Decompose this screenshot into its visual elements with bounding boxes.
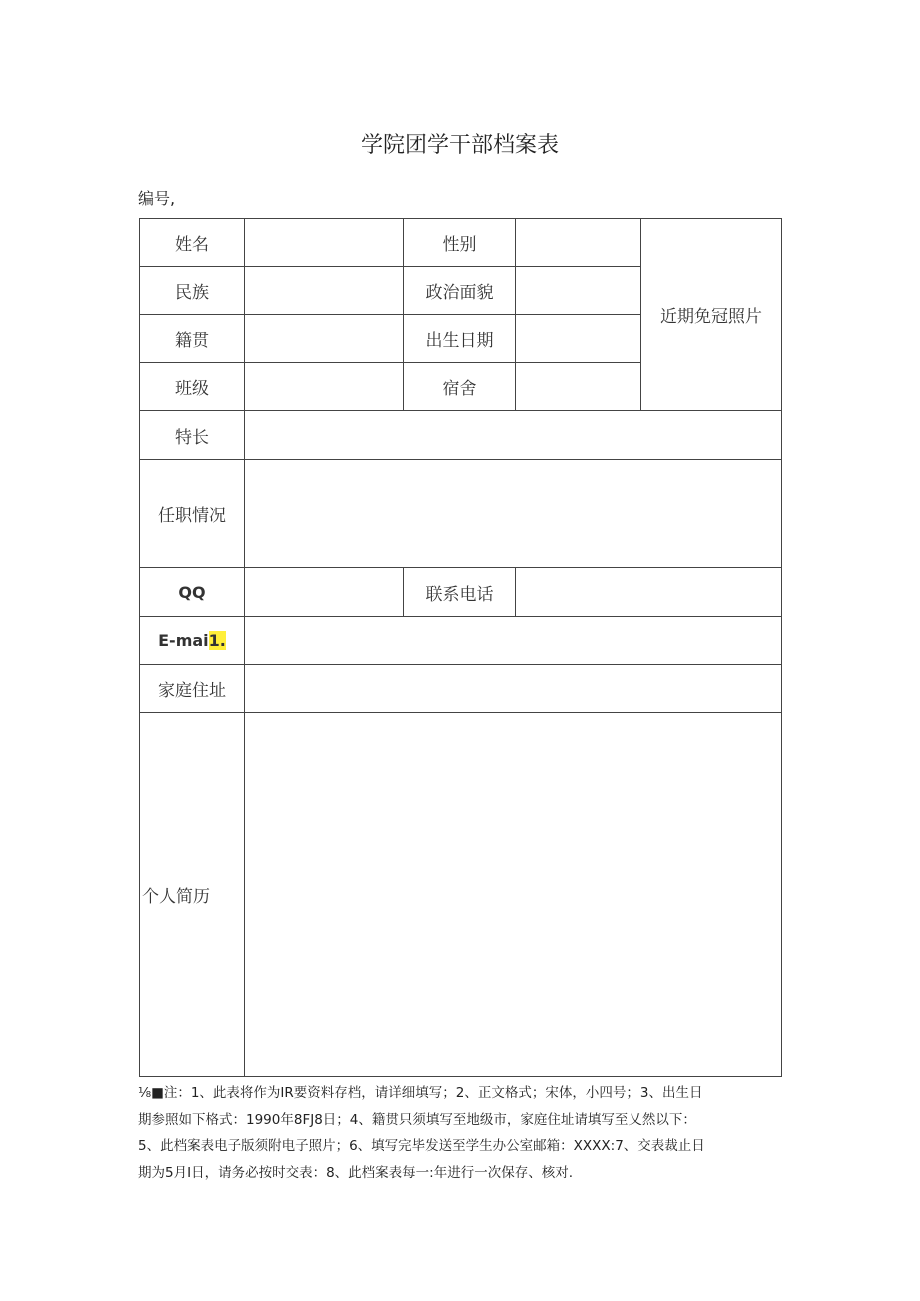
birth-date-label: 出生日期 bbox=[404, 315, 516, 363]
dorm-field[interactable] bbox=[516, 363, 641, 411]
positions-field[interactable] bbox=[245, 460, 782, 568]
email-label-highlight: 1. bbox=[208, 631, 226, 650]
profile-form-table bbox=[139, 218, 782, 1077]
notes-line-3: 5、此档案表电子版须附电子照片；6、填写完毕发送至学生办公室邮箱：XXXX:7、交表裁止日 bbox=[138, 1138, 705, 1154]
specialty-field[interactable] bbox=[245, 411, 782, 460]
class-field[interactable] bbox=[245, 363, 404, 411]
specialty-label: 特长 bbox=[140, 411, 245, 460]
phone-field[interactable] bbox=[516, 568, 782, 617]
gender-field[interactable] bbox=[516, 219, 641, 267]
email-label-text: E-mai bbox=[158, 631, 209, 650]
notes-section bbox=[138, 1080, 788, 1186]
notes-line-4: 期为5月I日，请务必按时交表：8、此档案表每一:年进行一次保存、核对. bbox=[138, 1164, 573, 1181]
resume-field[interactable] bbox=[245, 713, 782, 1077]
class-label: 班级 bbox=[140, 363, 245, 411]
notes-line-1: ⅛■注：1、此表将作为IR要资料存档，请详细填写；2、正文格式；宋体，小四号；3、出生日 bbox=[138, 1085, 703, 1101]
photo-box[interactable] bbox=[641, 219, 782, 411]
political-status-label: 政治面貌 bbox=[404, 267, 516, 315]
name-field[interactable] bbox=[245, 219, 404, 267]
native-place-label: 籍贯 bbox=[140, 315, 245, 363]
qq-label: QQ bbox=[140, 568, 245, 617]
notes-line-2: 期参照如下格式：1990年8FJ8日；4、籍贯只须填写至地级市，家庭住址请填写至乂然以下： bbox=[138, 1111, 696, 1128]
dorm-label: 宿舍 bbox=[404, 363, 516, 411]
address-label: 家庭住址 bbox=[140, 665, 245, 713]
email-field[interactable] bbox=[245, 617, 782, 665]
gender-label: 性别 bbox=[404, 219, 516, 267]
resume-label: 个人简历 bbox=[140, 713, 245, 1077]
name-label: 姓名 bbox=[140, 219, 245, 267]
serial-number-label: 编号, bbox=[138, 189, 176, 208]
email-label bbox=[140, 617, 245, 665]
photo-label: 近期免冠照片 bbox=[660, 307, 762, 327]
qq-field[interactable] bbox=[245, 568, 404, 617]
page-title: 学院团学干部档案表 bbox=[360, 133, 559, 158]
birth-date-field[interactable] bbox=[516, 315, 641, 363]
address-field[interactable] bbox=[245, 665, 782, 713]
political-status-field[interactable] bbox=[516, 267, 641, 315]
positions-label: 任职情况 bbox=[140, 460, 245, 568]
ethnicity-label: 民族 bbox=[140, 267, 245, 315]
notes-prefix: ⅛■注： bbox=[138, 1085, 191, 1101]
phone-label: 联系电话 bbox=[404, 568, 516, 617]
native-place-field[interactable] bbox=[245, 315, 404, 363]
ethnicity-field[interactable] bbox=[245, 267, 404, 315]
